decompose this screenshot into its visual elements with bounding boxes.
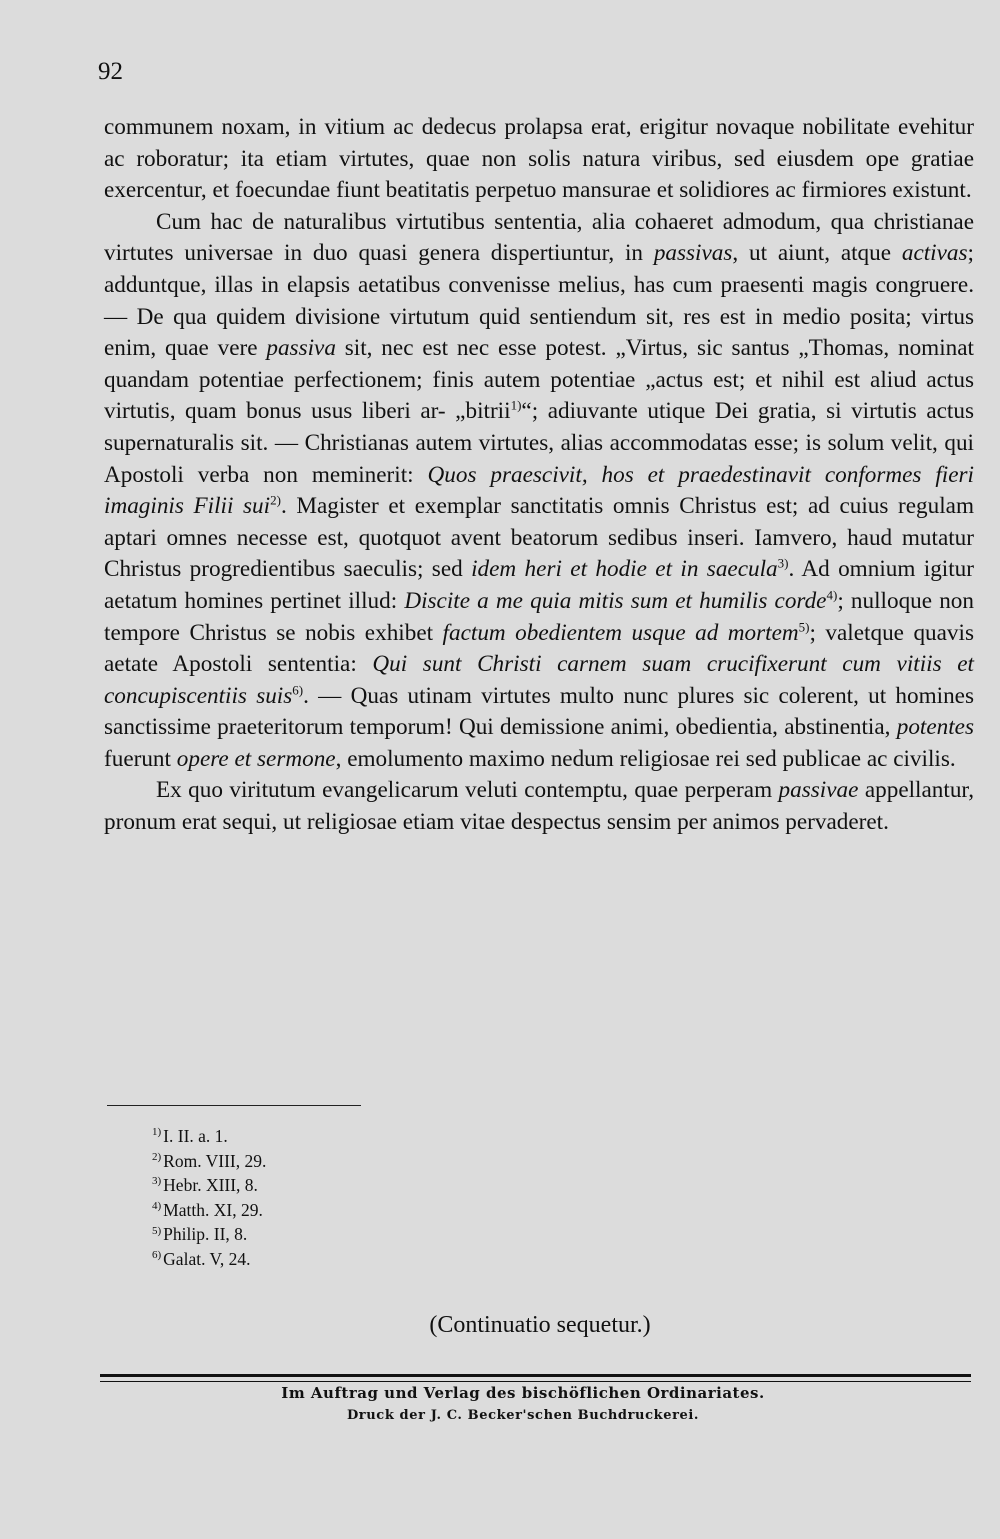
text-run: ; nulloque non tempore Christus se nobis exhibet [104,587,974,646]
paragraph [104,775,974,838]
italic-text: Qui sunt Christi carnem suam crucifixerunt cum vitiis et concupiscentiis suis [104,651,974,709]
footnote-text: Hebr. XIII, 8. [163,1175,258,1196]
italic-text: potentes [896,714,974,741]
text-run: , ut aiunt, atque [732,240,902,267]
footnote-ref: 3) [777,555,789,571]
footnote-item [152,1124,266,1149]
footnote-text: Philip. II, 8. [163,1224,248,1245]
text-run: appellantur, pronum erat sequi, ut religiosae etiam vitae despectus sensim per animos pervaderet. [104,777,974,836]
footnote-mark: 4) [152,1199,162,1212]
text-run: communem noxam, in vitium ac dedecus prolapsa erat, erigitur novaque nobilitate evehitur ac roboratur; ita etiam virtutes, quae non solis natura viribus, sed eiusdem ope gratiae exercentur, et foecundae fiunt beatitatis perpetuo mansurae et solidiores ac firmiores existunt. [104,114,974,204]
footnote-mark: 2) [152,1150,162,1163]
footnote-text: I. II. a. 1. [163,1126,228,1146]
text-run: ; adduntque, illas in elapsis aetatibus convenisse melius, has cum praesenti magis congruere. — De qua quidem divisione virtutum quid sentiendum sit, res est in medio posita; virtus enim, quae vere [104,240,974,362]
italic-text: opere et sermone [176,745,336,772]
footnote-item [152,1173,266,1198]
text-run: , emolumento maximo nedum religiosae rei sed publicae ac civilis. [335,745,956,772]
footnote-ref: 4) [826,587,838,603]
footnote-mark: 6) [152,1249,162,1262]
footnote-ref: 6) [292,681,304,697]
text-run: ; valetque quavis aetate Apostoli sententia: [104,619,974,678]
footnote-item [152,1198,266,1223]
text-run: fuerunt [104,745,177,772]
italic-text: factum obedientem usque ad mortem [442,619,799,646]
paragraph [104,112,974,207]
page-number: 92 [98,58,123,85]
footnote-rule [107,1105,361,1106]
text-run: . — Quas utinam virtutes multo nunc plures sic colerent, ut homines sanctissime praeteritorum temporum! Qui demissione animi, obedientia, abstinentia, [104,682,974,741]
text-run: “; adiuvante utique Dei gratia, si virtutis actus supernaturalis sit. — Christianas autem virtutes, alias accommodatas esse; is solum velit, qui Apostoli verba non meminerit: [104,398,974,488]
text-run: . Ad omnium igitur aetatum homines pertinet illud: [104,556,975,614]
footnote-mark: 1) [152,1126,162,1139]
footnote-text: Rom. VIII, 29. [163,1150,267,1171]
footnote-text: Matth. XI, 29. [163,1199,263,1220]
footnote-mark: 5) [152,1224,162,1237]
footnote-ref: 1) [510,397,522,413]
text-run: . Magister et exemplar sanctitatis omnis Christus est; ad cuius regulam aptari omnes necesse est, quotquot avent beatorum sedibus inseri. Iamvero, haud mutatur Christus progredientibus saeculis; sed [104,493,974,583]
footnote-item [152,1222,266,1247]
continuation-note [0,1312,1000,1339]
text-run: Cum hac de naturalibus virtutibus sententia, alia cohaeret admodum, qua christianae virtutes universae in duo quasi genera dispertiuntur, in [104,208,974,267]
footnote-mark: 3) [152,1175,162,1188]
italic-text: passivae [778,777,859,804]
imprint-publisher: Im Auftrag und Verlag des bischöflichen Ordinariates. [281,1384,765,1402]
footnote-item [152,1149,266,1174]
imprint-printer: Druck der J. C. Becker'schen Buchdruckerei. [346,1408,700,1423]
italic-text: idem heri et hodie et in saecula [471,556,778,583]
footnote-text: Galat. V, 24. [163,1248,251,1269]
body-text [104,112,974,839]
imprint-rule-thin [100,1381,971,1382]
text-run: sit, nec est nec esse potest. „Virtus, sic santus „Thomas, nominat quandam potentiae perfectionem; finis autem potentiae „actus est; et nihil est aliud actus virtutis, quam bonus usus liberi ar- „bitrii [104,335,974,425]
footnote-ref: 5) [798,618,810,634]
text-run: Ex quo viritutum evangelicarum veluti contemptu, quae perperam [156,777,779,804]
footnote-ref: 2) [270,492,281,508]
italic-text: Discite a me quia mitis sum et humilis corde [404,587,827,614]
paragraph [104,207,974,776]
italic-text: Quos praescivit, hos et praedestinavit conformes fieri imaginis Filii sui [104,461,974,520]
italic-text: passivas [653,240,733,267]
italic-text: activas [901,240,968,267]
imprint-rule-thick [100,1374,971,1377]
continuation-text: (Continuatio sequetur.) [429,1312,651,1338]
footnote-list [152,1124,266,1272]
footnote-item [152,1247,266,1272]
italic-text: passiva [266,335,336,362]
